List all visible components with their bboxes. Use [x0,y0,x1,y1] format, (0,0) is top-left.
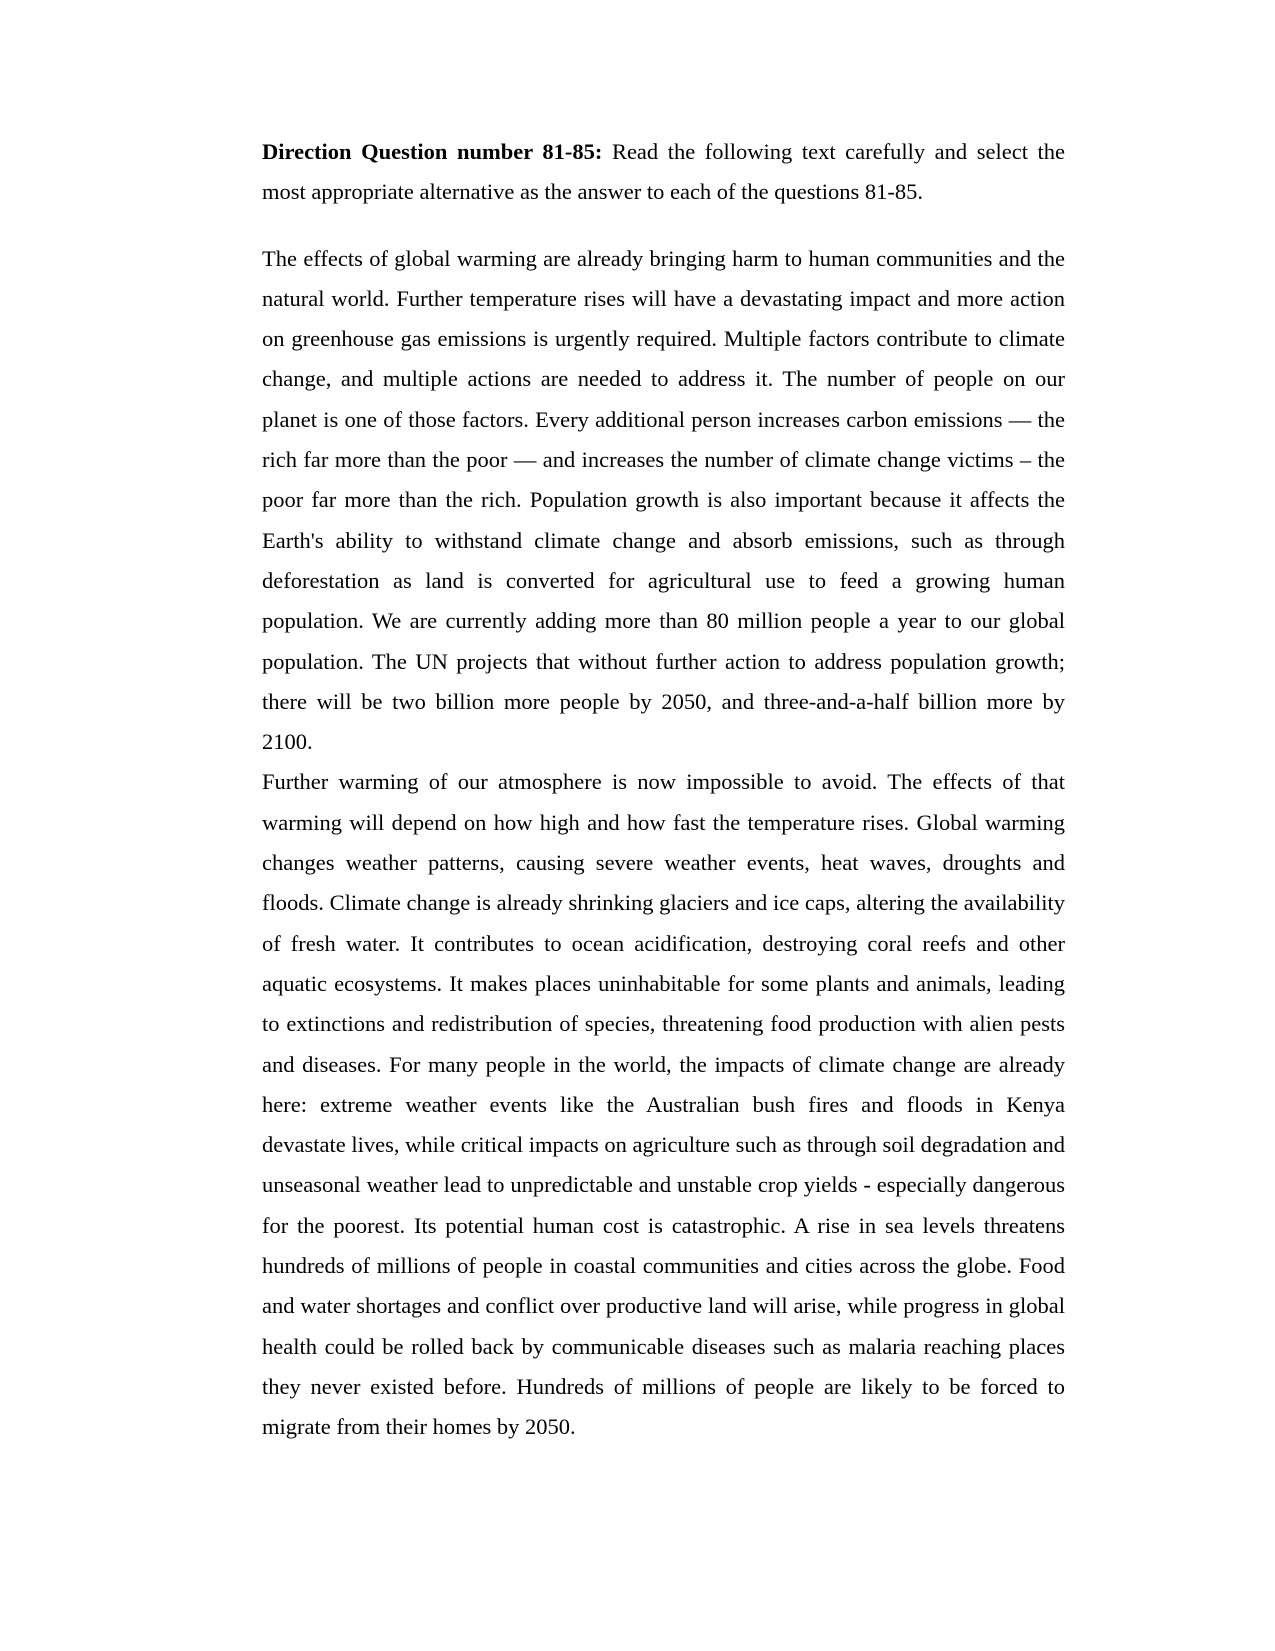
passage-paragraph-1: The effects of global warming are already bringing harm to human communities and the natural world. Further temperature rises will have a devastating impact and more action on greenhouse gas emissions is urgently required. Multiple factors contribute to climate change, and multiple actions are needed to address it. The number of people on our planet is one of those factors. Every additional person increases carbon emissions — the rich far more than the poor — and increases the number of climate change victims – the poor far more than the rich. Population growth is also important because it affects the Earth's ability to withstand climate change and absorb emissions, such as through deforestation as land is converted for agricultural use to feed a growing human population. We are currently adding more than 80 million people a year to our global population. The UN projects that without further action to address population growth; there will be two billion more people by 2050, and three-and-a-half billion more by 2100. [262,245,1065,755]
passage-paragraph-2: Further warming of our atmosphere is now impossible to avoid. The effects of that warming will depend on how high and how fast the temperature rises. Global warming changes weather patterns, causing severe weather events, heat waves, droughts and floods. Climate change is already shrinking glaciers and ice caps, altering the availability of fresh water. It contributes to ocean acidification, destroying coral reefs and other aquatic ecosystems. It makes places uninhabitable for some plants and animals, leading to extinctions and redistribution of species, threatening food production with alien pests and diseases. For many people in the world, the impacts of climate change are already here: extreme weather events like the Australian bush fires and floods in Kenya devastate lives, while critical impacts on agriculture such as through soil degradation and unseasonal weather lead to unpredictable and unstable crop yields - especially dangerous for the poorest. Its potential human cost is catastrophic. A rise in sea levels threatens hundreds of millions of people in coastal communities and cities across the globe. Food and water shortages and conflict over productive land will arise, while progress in global health could be rolled back by communicable diseases such as malaria reaching places they never existed before. Hundreds of millions of people are likely to be forced to migrate from their homes by 2050. [262,769,1065,1440]
direction-heading: Direction Question number 81-85: [262,139,603,164]
direction-instructions [262,132,1065,213]
direction-text: Read the following text carefully and select the most appropriate alternative as the answer to each of the questions 81-85. [262,139,1066,205]
document-page [262,132,1065,1448]
